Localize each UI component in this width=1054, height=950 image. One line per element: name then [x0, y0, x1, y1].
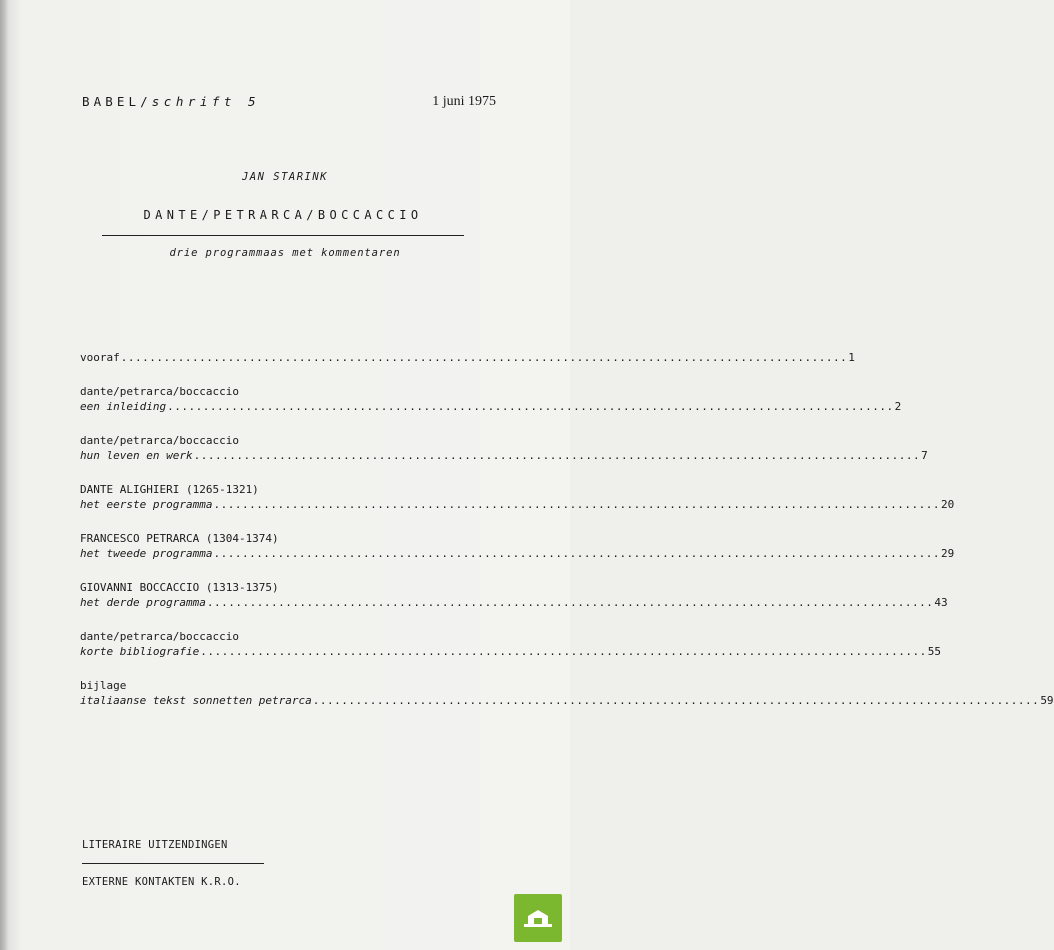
footer-divider — [82, 863, 264, 864]
toc-heading: DANTE ALIGHIERI (1265-1321) — [80, 483, 259, 496]
toc-heading: dante/petrarca/boccaccio — [80, 434, 239, 447]
toc-heading: bijlage — [80, 679, 127, 692]
toc-page-number: 55 — [927, 645, 941, 658]
toc-label: een inleiding — [80, 400, 167, 413]
toc-label: het eerste programma — [80, 498, 213, 511]
subtitle: drie programmaas met kommentaren — [169, 247, 401, 259]
toc-page-number: 43 — [934, 596, 948, 609]
toc-page-number: 59 — [1040, 694, 1054, 707]
toc-entry-leven[interactable] — [80, 433, 928, 463]
series-number: schrift 5 — [151, 94, 260, 109]
table-of-contents — [80, 350, 1054, 727]
toc-heading: FRANCESCO PETRARCA (1304-1374) — [80, 532, 279, 545]
main-title: DANTE/PETRARCA/BOCCACCIO — [143, 208, 423, 222]
toc-entry-petrarca[interactable] — [80, 531, 955, 561]
toc-label: italiaanse tekst sonnetten petrarca — [80, 694, 312, 707]
title-divider — [102, 235, 464, 236]
toc-entry-bijlage[interactable] — [80, 678, 1054, 708]
spine-shadow — [0, 0, 8, 950]
page-header — [82, 94, 496, 109]
toc-label: vooraf — [80, 351, 120, 364]
series-name: BABEL/ — [82, 94, 152, 109]
toc-heading: dante/petrarca/boccaccio — [80, 385, 239, 398]
toc-page-number: 1 — [848, 351, 855, 364]
toc-leader: ...................................................................................................... — [213, 547, 940, 560]
toc-leader: ...................................................................................................... — [213, 498, 940, 511]
toc-page-number: 20 — [940, 498, 955, 511]
toc-page-number: 2 — [894, 400, 902, 413]
toc-leader: ...................................................................................................... — [167, 400, 894, 413]
logo-mark-icon — [514, 894, 562, 942]
toc-label: het tweede programma — [80, 547, 213, 560]
watermark-logo-icon — [514, 894, 562, 942]
toc-label: het derde programma — [80, 596, 206, 609]
toc-leader: ...................................................................................................... — [193, 449, 921, 462]
toc-leader: ...................................................................................................... — [120, 351, 848, 364]
toc-entry-dante[interactable] — [80, 482, 955, 512]
toc-entry-boccaccio[interactable] — [80, 580, 948, 610]
footer-contacts: EXTERNE KONTAKTEN K.R.O. — [82, 876, 241, 888]
series-label — [82, 94, 260, 109]
toc-label: hun leven en werk — [80, 449, 193, 462]
toc-label: korte bibliografie — [80, 645, 200, 658]
toc-entry-inleiding[interactable] — [80, 384, 902, 414]
toc-entry-vooraf[interactable] — [80, 350, 855, 365]
toc-heading: dante/petrarca/boccaccio — [80, 630, 239, 643]
toc-leader: ...................................................................................................... — [312, 694, 1040, 707]
toc-page-number: 7 — [921, 449, 928, 462]
publication-date: 1 juni 1975 — [432, 94, 496, 109]
author-name: JAN STARINK — [241, 171, 329, 183]
footer-department: LITERAIRE UITZENDINGEN — [82, 839, 228, 851]
toc-heading: GIOVANNI BOCCACCIO (1313-1375) — [80, 581, 279, 594]
toc-leader: ...................................................................................................... — [200, 645, 927, 658]
toc-page-number: 29 — [940, 547, 955, 560]
toc-leader: ...................................................................................................... — [206, 596, 934, 609]
toc-entry-bibliografie[interactable] — [80, 629, 941, 659]
